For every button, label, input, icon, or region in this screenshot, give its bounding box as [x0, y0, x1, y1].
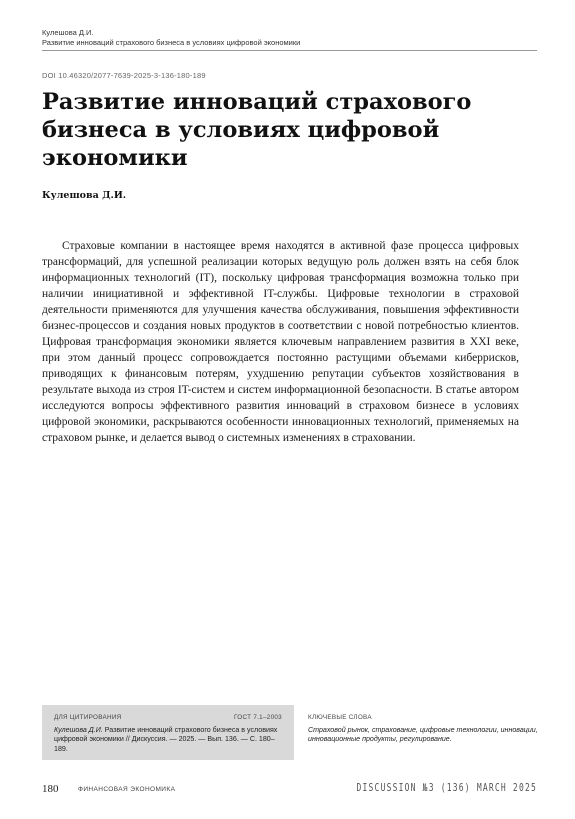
header-divider — [42, 50, 537, 51]
citation-header — [54, 714, 282, 721]
keywords-label: КЛЮЧЕВЫЕ СЛОВА — [308, 714, 372, 721]
article-title: Развитие инноваций страхового бизнеса в условиях цифровой экономики — [42, 89, 472, 171]
page-number: 180 — [42, 783, 59, 795]
citation-box — [42, 705, 294, 760]
abstract: Страховые компании в настоящее время находятся в активной фазе процесса цифровых трансформаций, для успешной реализации которых ведущую роль должен взять на себя блок информационных технологий (IT), поскольку цифровая трансформация возможна только при наличии инициативной и эффективной IT-службы. Цифровые технологии в страховой деятельности применяются для улучшения качества обслуживания, повышения эффективности бизнес-процессов и создания новых продуктов в соответствии с новой потребностью клиентов. Цифровая трансформация экономики является ключевым направлением развития в XXI веке, при этом данный процесс сопровождается постоянно растущими объемами киберрисков, приводящих к финансовым потерям, ухудшению репутации субъектов хозяйствования в результате выхода из строя IT-систем и систем информационной безопасности. В статье автором исследуются вопросы эффективного развития инноваций в страховом бизнесе в условиях цифровой экономики, раскрываются особенности инновационных технологий, применяемых на страховом рынке, и делается вывод о системных изменениях в страховании. — [42, 240, 519, 444]
section-name: ФИНАНСОВАЯ ЭКОНОМИКА — [78, 786, 176, 793]
article-author: Кулешова Д.И. — [42, 190, 127, 201]
running-header-title: Развитие инноваций страхового бизнеса в условиях цифровой экономики — [42, 38, 301, 47]
citation-author: Кулешова Д.И. — [54, 726, 103, 734]
citation-body: Развитие инноваций страхового бизнеса в условиях цифровой экономики // Дискуссия. — 2025. — Вып. 136. — С. 180–189. — [54, 726, 278, 753]
citation-standard: ГОСТ 7.1–2003 — [233, 714, 282, 721]
citation-label: ДЛЯ ЦИТИРОВАНИЯ — [54, 714, 122, 721]
journal-issue: DISCUSSION №3 (136) MARCH 2025 — [356, 782, 537, 794]
doi[interactable]: DOI 10.46320/2077-7639-2025-3-136-180-189 — [42, 71, 206, 80]
running-header — [42, 28, 537, 48]
running-header-author: Кулешова Д.И. — [42, 28, 94, 37]
citation-text — [54, 726, 284, 754]
keywords-text: Страховой рынок, страхование, цифровые технологии, инновации, инновационные продукты, регулирование. — [308, 726, 538, 744]
